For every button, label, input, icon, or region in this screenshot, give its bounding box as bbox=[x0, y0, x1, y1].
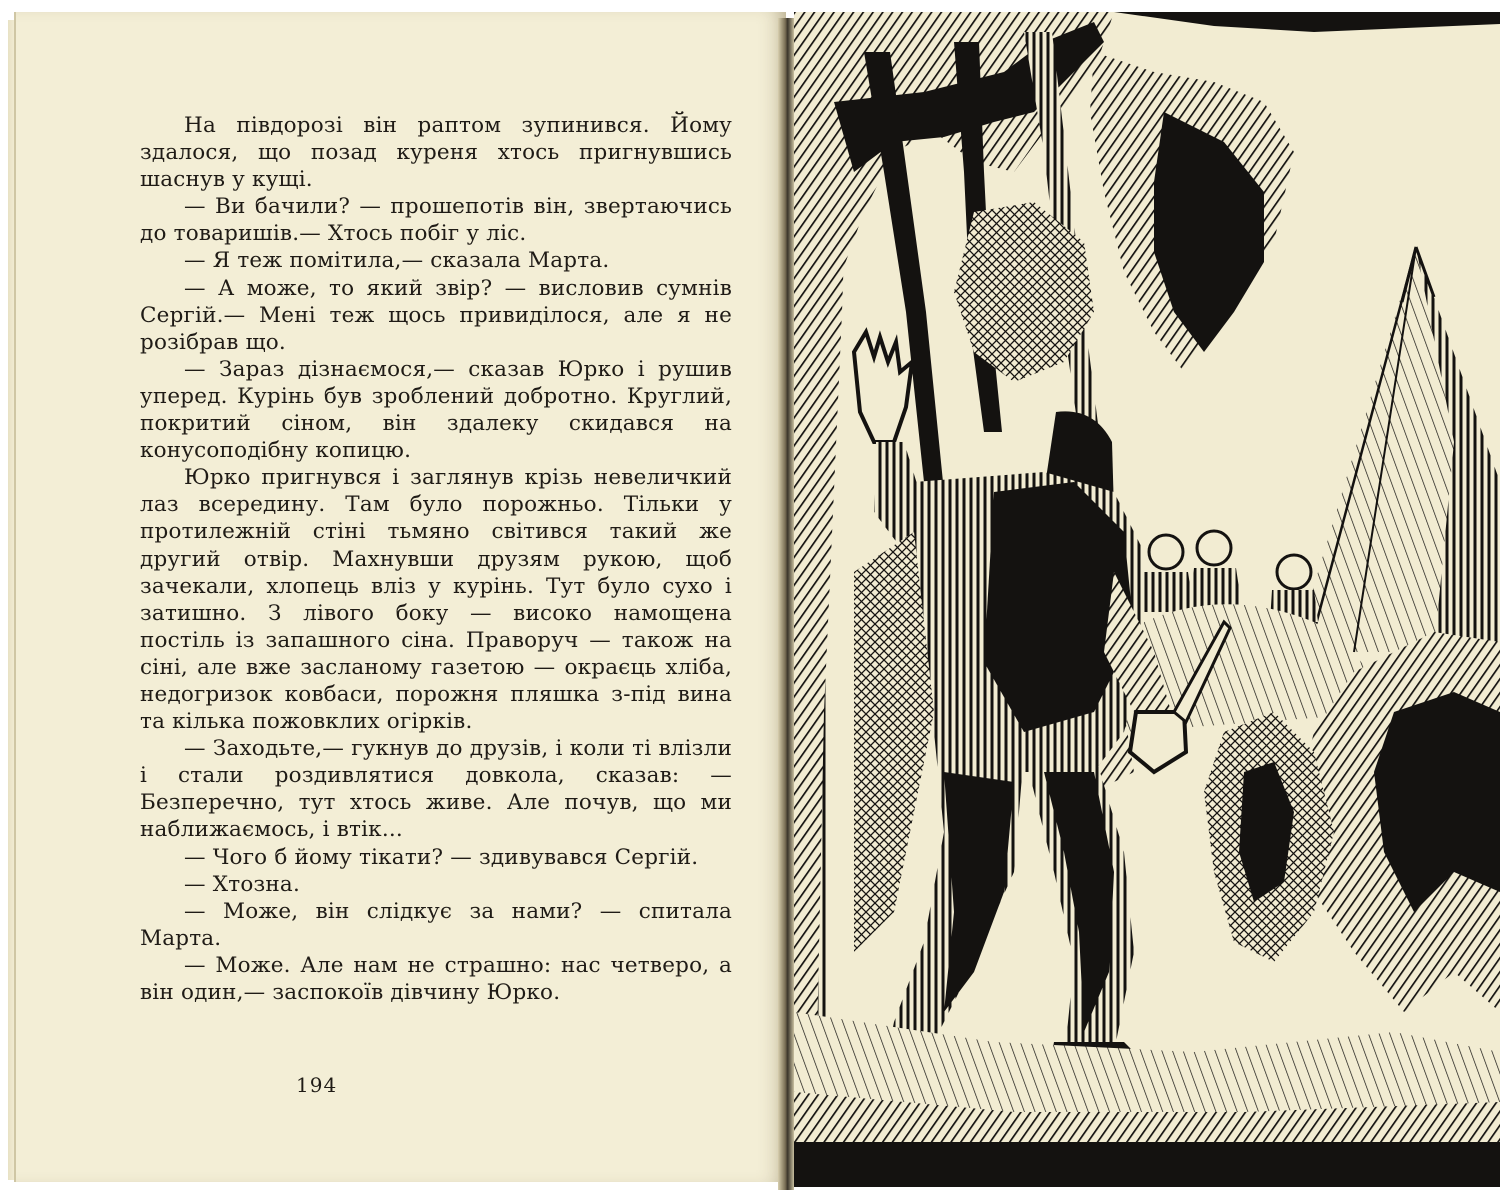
paragraph: — А може, то який звір? — висловив сумнів Сергій.— Мені теж щось привиділося, але я не розібрав що. bbox=[140, 275, 732, 355]
ink-illustration bbox=[794, 12, 1500, 1187]
paragraph: — Заходьте,— гукнув до друзів, і коли ті влізли і стали роздивлятися довкола, сказав: — Безперечно, тут хтось живе. Але почув, що ми наближаємось, і втік... bbox=[140, 736, 732, 843]
paragraph: — Я теж помітила,— сказала Марта. bbox=[184, 248, 610, 274]
book-gutter bbox=[778, 18, 794, 1190]
paragraph: — Ви бачили? — прошепотів він, звертаючись до товаришів.— Хтось побіг у ліс. bbox=[140, 194, 732, 247]
text-block bbox=[140, 112, 732, 1006]
ground bbox=[794, 1012, 1500, 1187]
paragraph: — Може. Але нам не страшно: нас четверо, а він один,— заспокоїв дівчину Юрко. bbox=[140, 952, 732, 1005]
paragraph: — Чого б йому тікати? — здивувався Сергій. bbox=[184, 844, 699, 870]
tent bbox=[1294, 247, 1500, 652]
paragraph: — Хтозна. bbox=[184, 871, 300, 897]
right-page bbox=[794, 12, 1500, 1187]
paragraph: — Може, він слідкує за нами? — спитала Марта. bbox=[140, 898, 732, 951]
paragraph: — Зараз дізнаємося,— сказав Юрко і рушив уперед. Курінь був зроблений добротно. Круглий, покритий сіном, він здалеку скидався на конусоподібну копицю. bbox=[140, 356, 732, 464]
paragraph: На півдорозі він раптом зупинився. Йому здалося, що позад куреня хтось пригнувшись шаснув у кущі. bbox=[140, 113, 732, 193]
paragraph: Юрко пригнувся і заглянув крізь невеличкий лаз всередину. Там було порожньо. Тільки у протилежній стіні тьмяно світився такий же другий отвір. Махнувши друзям рукою, щоб зачекали, хлопець вліз у курінь. Тут було сухо і затишно. З лівого боку — високо намощена постіль із запашного сіна. Праворуч — також на сіні, але вже засланому газетою — окраєць хліба, недогризок ковбаси, порожня пляшка з-під вина та кілька пожовклих огірків. bbox=[140, 465, 732, 735]
page-number: 194 bbox=[296, 1073, 338, 1097]
